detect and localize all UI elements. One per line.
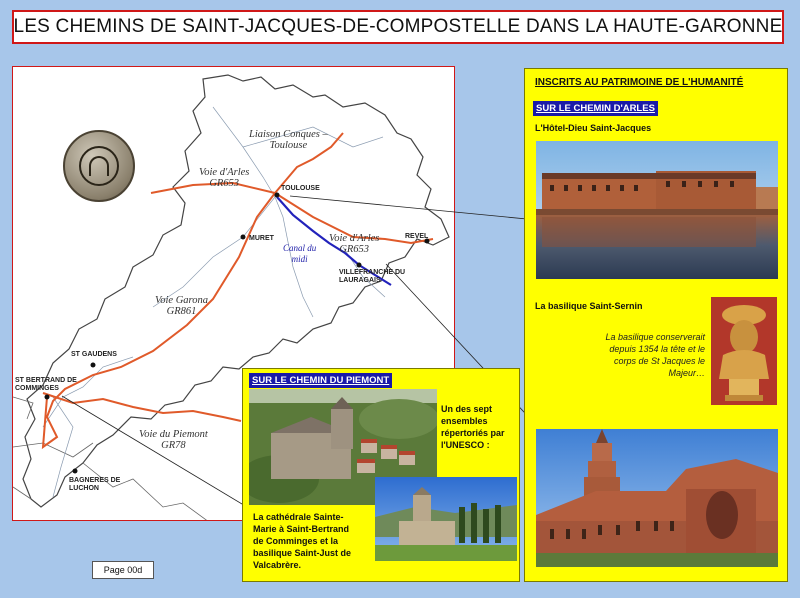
route-label-arles-south: Voie d'Arles GR653 [329, 233, 380, 255]
panel-heading: INSCRITS AU PATRIMOINE DE L'HUMANITÉ [535, 77, 744, 88]
town-st-bertrand: ST BERTRAND DE COMMINGES [15, 377, 77, 392]
town-villefranche: VILLEFRANCHE DU LAURAGAIS [339, 269, 406, 284]
town-revel: REVEL [405, 233, 429, 240]
town-muret: MURET [249, 235, 274, 242]
caption-basilique: La basilique Saint-Sernin [535, 301, 643, 311]
bottom-caption: La cathédrale Sainte- Marie à Saint-Bertrand de Comminges et la basilique Saint-Just de Valcabrère. [253, 512, 352, 570]
town-toulouse: TOULOUSE [281, 185, 320, 192]
arles-banner: SUR LE CHEMIN D'ARLES [533, 101, 658, 116]
town-st-gaudens: ST GAUDENS [71, 351, 117, 358]
route-label-arles-north: Voie d'Arles GR653 [199, 167, 250, 189]
saint-just-photo [375, 477, 517, 561]
caption-hotel-dieu: L'Hôtel-Dieu Saint-Jacques [535, 123, 652, 133]
town-bagneres: BAGNERES DE LUCHON [69, 477, 121, 492]
route-label-liaison: Liaison Conques – Toulouse [249, 129, 328, 151]
route-label-garona: Voie Garona GR861 [155, 295, 208, 317]
page-number: Page 00d [92, 561, 154, 579]
reliquary-photo [711, 297, 777, 405]
route-label-canal: Canal du midi [283, 243, 317, 264]
bottom-panel [242, 368, 520, 582]
unesco-text: Un des sept ensembles répertoriés par l'UNESCO : [441, 404, 505, 450]
right-panel [524, 68, 788, 582]
saint-sernin-photo [536, 429, 778, 567]
hotel-dieu-photo [536, 141, 778, 279]
route-label-piemont: Voie du Piemont GR78 [139, 429, 208, 451]
page-title: LES CHEMINS DE SAINT-JACQUES-DE-COMPOSTELLE DANS LA HAUTE-GARONNE [13, 16, 783, 37]
basilique-quote: La basilique conserverait depuis 1354 la tête et le corps de St Jacques le Majeur… [605, 332, 705, 378]
piemont-banner: SUR LE CHEMIN DU PIEMONT [249, 373, 392, 388]
